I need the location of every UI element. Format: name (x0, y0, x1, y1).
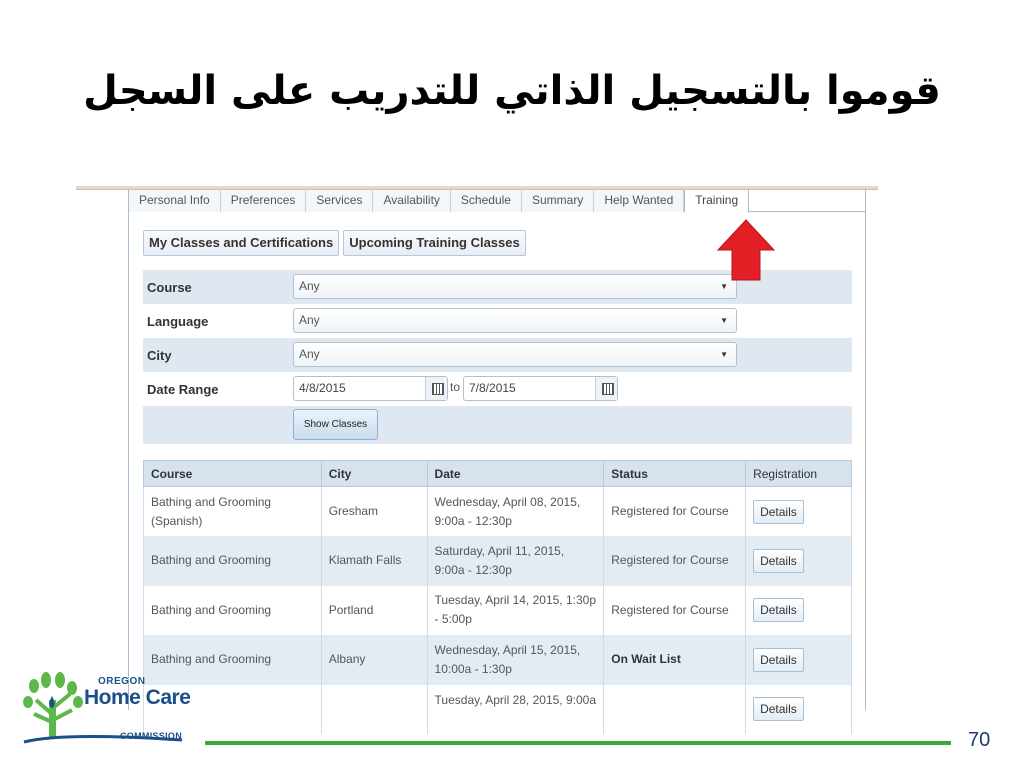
tree-icon (22, 670, 84, 748)
tab-bar (129, 190, 865, 212)
tab-personal-info[interactable]: Personal Info (129, 190, 221, 212)
time-line: 9:00a - 12:30p (434, 562, 512, 577)
header-date: Date (427, 461, 604, 487)
tab-training[interactable]: Training (684, 190, 749, 213)
page-number: 70 (968, 729, 991, 751)
show-classes-button[interactable]: Show Classes (293, 409, 378, 440)
table-row (144, 685, 852, 735)
header-registration: Registration (746, 461, 852, 487)
training-subtabs (143, 230, 526, 256)
cell-city: Klamath Falls (321, 536, 427, 586)
my-classes-button[interactable]: My Classes and Certifications (143, 230, 339, 256)
footer-divider (205, 741, 951, 745)
tab-summary[interactable]: Summary (522, 190, 594, 212)
red-up-arrow-icon (716, 218, 776, 282)
cell-course: Bathing and Grooming (144, 635, 322, 685)
course-name: Bathing and Grooming (151, 494, 272, 509)
cell-course (144, 487, 322, 537)
oregon-home-care-logo (22, 670, 202, 750)
classes-table (143, 460, 852, 734)
date-line: Wednesday, April 08, 2015, (434, 494, 581, 509)
tab-preferences[interactable]: Preferences (221, 190, 307, 212)
header-status: Status (604, 461, 746, 487)
date-line: Tuesday, April 14, 2015, 1:30p (434, 593, 596, 608)
slide-title: قوموا بالتسجيل الذاتي للتدريب على السجل (83, 68, 941, 114)
filter-row-city (143, 338, 852, 372)
cell-status: Registered for Course (604, 487, 746, 537)
details-button[interactable]: Details (753, 697, 804, 721)
cell-status: On Wait List (604, 635, 746, 685)
filter-row-language (143, 304, 852, 338)
time-line: 10:00a - 1:30p (434, 661, 512, 676)
course-language: (Spanish) (151, 513, 203, 528)
table-row (144, 586, 852, 636)
chevron-down-icon: ▼ (720, 350, 728, 359)
chevron-down-icon: ▼ (720, 316, 728, 325)
arrow-shape (718, 220, 774, 280)
cell-date (427, 536, 604, 586)
cell-city: Albany (321, 635, 427, 685)
cell-city (321, 685, 427, 735)
date-line: Wednesday, April 15, 2015, (434, 642, 581, 657)
date-from-input[interactable] (293, 376, 448, 401)
cell-city: Gresham (321, 487, 427, 537)
filter-row-date-range (143, 372, 852, 406)
cell-course: Bathing and Grooming (144, 536, 322, 586)
cell-date: Tuesday, April 28, 2015, 9:00a (427, 685, 604, 735)
date-to-separator: to (450, 380, 461, 394)
logo-line-commission: COMMISSION (120, 731, 183, 741)
cell-status (604, 685, 746, 735)
cell-date (427, 487, 604, 537)
class-filters (143, 270, 852, 444)
logo-line-oregon: OREGON (98, 676, 146, 687)
details-button[interactable]: Details (753, 500, 804, 524)
table-row (144, 635, 852, 685)
header-course: Course (144, 461, 322, 487)
table-row (144, 536, 852, 586)
calendar-icon[interactable] (595, 377, 617, 400)
tab-schedule[interactable]: Schedule (451, 190, 522, 212)
tab-availability[interactable]: Availability (373, 190, 450, 212)
details-button[interactable]: Details (753, 549, 804, 573)
city-label: City (147, 347, 172, 363)
city-select[interactable] (293, 342, 737, 367)
cell-city: Portland (321, 586, 427, 636)
time-line: 9:00a - 12:30p (434, 513, 512, 528)
date-range-label: Date Range (147, 381, 219, 397)
date-from-value: 4/8/2015 (299, 381, 346, 395)
table-row (144, 487, 852, 537)
date-to-input[interactable] (463, 376, 618, 401)
tab-help-wanted[interactable]: Help Wanted (594, 190, 684, 212)
language-label: Language (147, 313, 209, 329)
course-select[interactable] (293, 274, 737, 299)
logo-line-home-care: Home Care (84, 686, 191, 709)
cell-status: Registered for Course (604, 536, 746, 586)
cell-course: Bathing and Grooming (144, 586, 322, 636)
date-line: Saturday, April 11, 2015, (434, 543, 565, 558)
details-button[interactable]: Details (753, 598, 804, 622)
header-city: City (321, 461, 427, 487)
date-to-value: 7/8/2015 (469, 381, 516, 395)
chevron-down-icon: ▼ (720, 282, 728, 291)
cell-registration (746, 586, 852, 636)
cell-date (427, 586, 604, 636)
cell-registration (746, 685, 852, 735)
language-select[interactable] (293, 308, 737, 333)
cell-status: Registered for Course (604, 586, 746, 636)
course-label: Course (147, 279, 192, 295)
cell-registration (746, 487, 852, 537)
filter-row-actions (143, 406, 852, 444)
table-header-row (144, 461, 852, 487)
cell-date (427, 635, 604, 685)
course-select-value: Any (299, 279, 320, 293)
details-button[interactable]: Details (753, 648, 804, 672)
cell-registration (746, 536, 852, 586)
city-select-value: Any (299, 347, 320, 361)
language-select-value: Any (299, 313, 320, 327)
upcoming-classes-button[interactable]: Upcoming Training Classes (343, 230, 526, 256)
cell-registration (746, 635, 852, 685)
calendar-icon[interactable] (425, 377, 447, 400)
time-line: - 5:00p (434, 612, 472, 627)
tab-services[interactable]: Services (306, 190, 373, 212)
